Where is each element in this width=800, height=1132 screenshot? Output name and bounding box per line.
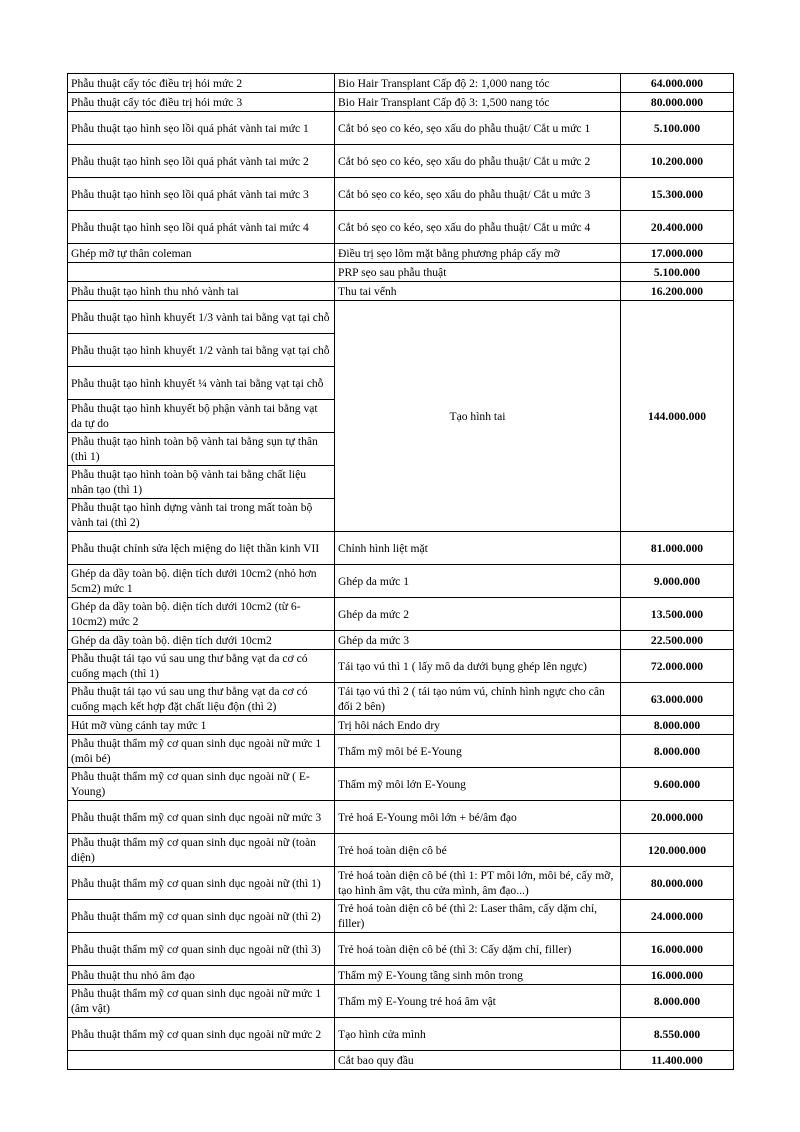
procedure-cell: Phẫu thuật thu nhỏ âm đạo <box>68 966 335 985</box>
table-row <box>68 93 734 112</box>
table-row <box>68 112 734 145</box>
procedure-cell: Phẫu thuật thẩm mỹ cơ quan sinh dục ngoài nữ mức 2 <box>68 1018 335 1051</box>
procedure-cell: Ghép da dầy toàn bộ. diện tích dưới 10cm2 <box>68 631 335 650</box>
procedure-cell: Phẫu thuật thẩm mỹ cơ quan sinh dục ngoài nữ ( E-Young) <box>68 768 335 801</box>
service-cell: Thẩm mỹ môi lớn E-Young <box>335 768 621 801</box>
procedure-cell: Phẫu thuật thẩm mỹ cơ quan sinh dục ngoài nữ mức 1 (môi bé) <box>68 735 335 768</box>
table-row <box>68 178 734 211</box>
table-row <box>68 683 734 716</box>
procedure-cell <box>68 1051 335 1070</box>
table-row <box>68 211 734 244</box>
price-cell: 17.000.000 <box>621 244 734 263</box>
table-row <box>68 801 734 834</box>
table-row <box>68 834 734 867</box>
price-cell: 16.000.000 <box>621 933 734 966</box>
price-cell: 120.000.000 <box>621 834 734 867</box>
procedure-cell: Phẫu thuật tạo hình toàn bộ vành tai bằng chất liệu nhân tạo (thì 1) <box>68 466 335 499</box>
service-cell: Điều trị sẹo lõm mặt bằng phương pháp cấy mỡ <box>335 244 621 263</box>
price-cell: 16.000.000 <box>621 966 734 985</box>
procedure-cell: Phẫu thuật tạo hình thu nhỏ vành tai <box>68 282 335 301</box>
service-cell: Thu tai vểnh <box>335 282 621 301</box>
service-cell: Trị hôi nách Endo dry <box>335 716 621 735</box>
procedure-cell: Phẫu thuật thẩm mỹ cơ quan sinh dục ngoài nữ mức 1 (âm vật) <box>68 985 335 1018</box>
service-cell: Ghép da mức 2 <box>335 598 621 631</box>
price-cell: 5.100.000 <box>621 263 734 282</box>
table-row <box>68 867 734 900</box>
table-row <box>68 900 734 933</box>
price-cell: 20.400.000 <box>621 211 734 244</box>
price-cell: 15.300.000 <box>621 178 734 211</box>
procedure-cell: Phẫu thuật thẩm mỹ cơ quan sinh dục ngoài nữ (toàn diện) <box>68 834 335 867</box>
procedure-cell <box>68 263 335 282</box>
procedure-cell: Phẫu thuật tạo hình khuyết 1/3 vành tai bằng vạt tại chỗ <box>68 301 335 334</box>
price-cell: 8.000.000 <box>621 985 734 1018</box>
price-cell: 81.000.000 <box>621 532 734 565</box>
service-cell: Cắt bao quy đầu <box>335 1051 621 1070</box>
service-cell: Cắt bỏ sẹo co kéo, sẹo xấu do phẫu thuật/ Cắt u mức 4 <box>335 211 621 244</box>
service-cell: Trẻ hoá E-Young môi lớn + bé/âm đạo <box>335 801 621 834</box>
procedure-cell: Phẫu thuật tạo hình khuyết ¼ vành tai bằng vạt tại chỗ <box>68 367 335 400</box>
service-cell: Chỉnh hình liệt mặt <box>335 532 621 565</box>
service-cell: Cắt bỏ sẹo co kéo, sẹo xấu do phẫu thuật/ Cắt u mức 2 <box>335 145 621 178</box>
table-row <box>68 650 734 683</box>
service-cell: Trẻ hoá toàn diện cô bé (thì 3: Cấy dặm chỉ, filler) <box>335 933 621 966</box>
procedure-cell: Ghép da dầy toàn bộ. diện tích dưới 10cm2 (nhỏ hơn 5cm2) mức 1 <box>68 565 335 598</box>
table-row <box>68 735 734 768</box>
procedure-cell: Phẫu thuật thẩm mỹ cơ quan sinh dục ngoài nữ mức 3 <box>68 801 335 834</box>
price-cell: 10.200.000 <box>621 145 734 178</box>
table-row <box>68 966 734 985</box>
price-cell: 63.000.000 <box>621 683 734 716</box>
procedure-cell: Phẫu thuật cấy tóc điều trị hói mức 2 <box>68 74 335 93</box>
procedure-cell: Phẫu thuật tạo hình sẹo lồi quá phát vành tai mức 3 <box>68 178 335 211</box>
price-cell: 22.500.000 <box>621 631 734 650</box>
procedure-cell: Phẫu thuật thẩm mỹ cơ quan sinh dục ngoài nữ (thì 3) <box>68 933 335 966</box>
table-row <box>68 565 734 598</box>
price-cell: 8.000.000 <box>621 735 734 768</box>
service-cell: Thẩm mỹ E-Young tầng sinh môn trong <box>335 966 621 985</box>
procedure-cell: Hút mỡ vùng cánh tay mức 1 <box>68 716 335 735</box>
price-cell: 5.100.000 <box>621 112 734 145</box>
table-row <box>68 933 734 966</box>
price-cell: 20.000.000 <box>621 801 734 834</box>
procedure-cell: Ghép mỡ tự thân coleman <box>68 244 335 263</box>
procedure-cell: Phẫu thuật tạo hình sẹo lồi quá phát vành tai mức 2 <box>68 145 335 178</box>
procedure-cell: Phẫu thuật tạo hình dựng vành tai trong mất toàn bộ vành tai (thì 2) <box>68 499 335 532</box>
price-cell: 80.000.000 <box>621 867 734 900</box>
table-row <box>68 301 734 334</box>
table-row <box>68 145 734 178</box>
price-cell: 64.000.000 <box>621 74 734 93</box>
procedure-cell: Ghép da dầy toàn bộ. diện tích dưới 10cm2 (từ 6-10cm2) mức 2 <box>68 598 335 631</box>
price-table <box>67 73 734 1070</box>
table-row <box>68 985 734 1018</box>
table-row <box>68 631 734 650</box>
table-row <box>68 598 734 631</box>
service-cell: Bio Hair Transplant Cấp độ 3: 1,500 nang tóc <box>335 93 621 112</box>
service-cell: Trẻ hoá toàn diện cô bé <box>335 834 621 867</box>
table-row <box>68 532 734 565</box>
service-cell: Trẻ hoá toàn diện cô bé (thì 2: Laser thâm, cấy dặm chỉ, filler) <box>335 900 621 933</box>
price-cell: 80.000.000 <box>621 93 734 112</box>
procedure-cell: Phẫu thuật tạo hình khuyết 1/2 vành tai bằng vạt tại chỗ <box>68 334 335 367</box>
procedure-cell: Phẫu thuật tạo hình toàn bộ vành tai bằng sụn tự thân (thì 1) <box>68 433 335 466</box>
procedure-cell: Phẫu thuật thẩm mỹ cơ quan sinh dục ngoài nữ (thì 1) <box>68 867 335 900</box>
table-row <box>68 1051 734 1070</box>
service-cell: Tạo hình cửa mình <box>335 1018 621 1051</box>
procedure-cell: Phẫu thuật tạo hình sẹo lồi quá phát vành tai mức 1 <box>68 112 335 145</box>
procedure-cell: Phẫu thuật tạo hình khuyết bộ phận vành tai bằng vạt da tự do <box>68 400 335 433</box>
service-cell: Tái tạo vú thì 2 ( tái tạo núm vú, chỉnh hình ngực cho cân đối 2 bên) <box>335 683 621 716</box>
service-cell: PRP sẹo sau phẫu thuật <box>335 263 621 282</box>
table-row <box>68 282 734 301</box>
price-cell: 16.200.000 <box>621 282 734 301</box>
price-cell: 8.000.000 <box>621 716 734 735</box>
table-row <box>68 244 734 263</box>
service-cell: Thẩm mỹ E-Young trẻ hoá âm vật <box>335 985 621 1018</box>
procedure-cell: Phẫu thuật tạo hình sẹo lồi quá phát vành tai mức 4 <box>68 211 335 244</box>
price-cell: 72.000.000 <box>621 650 734 683</box>
service-cell: Cắt bỏ sẹo co kéo, sẹo xấu do phẫu thuật/ Cắt u mức 1 <box>335 112 621 145</box>
service-cell: Thẩm mỹ môi bé E-Young <box>335 735 621 768</box>
table-row <box>68 768 734 801</box>
table-row <box>68 1018 734 1051</box>
service-cell: Cắt bỏ sẹo co kéo, sẹo xấu do phẫu thuật/ Cắt u mức 3 <box>335 178 621 211</box>
service-cell: Bio Hair Transplant Cấp độ 2: 1,000 nang tóc <box>335 74 621 93</box>
price-cell: 24.000.000 <box>621 900 734 933</box>
service-cell: Tái tạo vú thì 1 ( lấy mô da dưới bụng ghép lên ngực) <box>335 650 621 683</box>
procedure-cell: Phẫu thuật cấy tóc điều trị hói mức 3 <box>68 93 335 112</box>
service-cell-merged: Tạo hình tai <box>335 301 621 532</box>
procedure-cell: Phẫu thuật thẩm mỹ cơ quan sinh dục ngoài nữ (thì 2) <box>68 900 335 933</box>
table-row <box>68 74 734 93</box>
service-cell: Trẻ hoá toàn diện cô bé (thì 1: PT môi lớn, môi bé, cấy mỡ, tạo hình âm vật, thu cửa mình, âm đạo...) <box>335 867 621 900</box>
table-row <box>68 716 734 735</box>
procedure-cell: Phẫu thuật tái tạo vú sau ung thư bằng vạt da cơ có cuống mạch (thì 1) <box>68 650 335 683</box>
price-cell: 8.550.000 <box>621 1018 734 1051</box>
price-cell: 9.600.000 <box>621 768 734 801</box>
price-cell: 9.000.000 <box>621 565 734 598</box>
procedure-cell: Phẫu thuật chỉnh sửa lệch miệng do liệt thần kinh VII <box>68 532 335 565</box>
price-cell: 11.400.000 <box>621 1051 734 1070</box>
price-cell: 13.500.000 <box>621 598 734 631</box>
price-cell-merged: 144.000.000 <box>621 301 734 532</box>
procedure-cell: Phẫu thuật tái tạo vú sau ung thư bằng vạt da cơ có cuống mạch kết hợp đặt chất liệu độn (thì 2) <box>68 683 335 716</box>
service-cell: Ghép da mức 1 <box>335 565 621 598</box>
table-row <box>68 263 734 282</box>
service-cell: Ghép da mức 3 <box>335 631 621 650</box>
